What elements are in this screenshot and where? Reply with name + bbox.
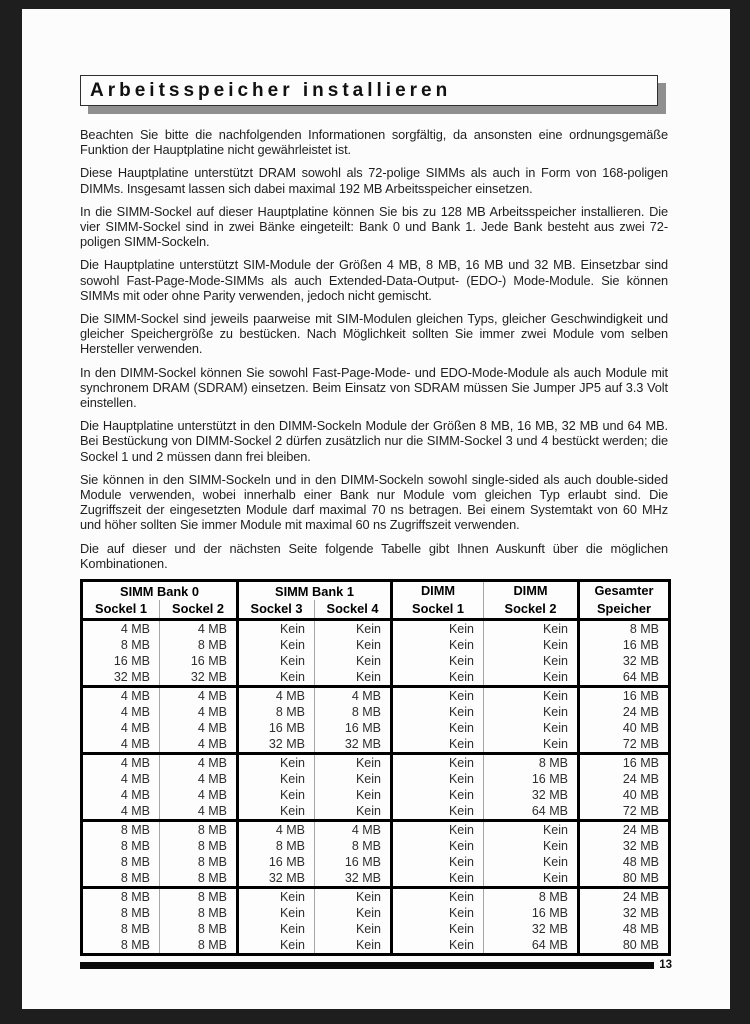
column-header-gesamter-speicher: [579, 581, 670, 620]
memory-cell: Kein: [315, 787, 392, 803]
memory-cell: 32 MB: [579, 838, 670, 854]
memory-cell: Kein: [238, 937, 315, 955]
memory-cell: Kein: [484, 821, 579, 839]
memory-cell: 4 MB: [160, 736, 238, 754]
column-sublabel: Sockel 2: [504, 601, 557, 617]
table-row: [82, 736, 670, 754]
table-row: [82, 838, 670, 854]
memory-cell: 8 MB: [120, 839, 150, 854]
memory-cell: 4 MB: [160, 771, 238, 787]
memory-cell: 4 MB: [238, 687, 315, 705]
memory-cell: Kein: [315, 669, 392, 687]
column-group-simm-bank-0: SIMM Bank 0: [120, 584, 199, 600]
memory-cell: 4 MB: [120, 721, 150, 736]
memory-cell: 16 MB: [579, 637, 670, 653]
memory-cell: 4 MB: [160, 687, 238, 705]
memory-cell: 4 MB: [120, 705, 150, 720]
memory-cell: 4 MB: [82, 754, 160, 772]
table-row: [82, 669, 670, 687]
memory-cell: 8 MB: [160, 821, 238, 839]
memory-cell: 40 MB: [579, 720, 670, 736]
memory-cell: 16 MB: [484, 771, 579, 787]
memory-cell: 16 MB: [484, 905, 579, 921]
memory-cell: 32 MB: [113, 670, 150, 685]
table-row: [82, 754, 670, 772]
memory-cell: 32 MB: [484, 787, 579, 803]
memory-cell: 72 MB: [579, 736, 670, 754]
memory-cell: 8 MB: [160, 921, 238, 937]
table-row: [82, 787, 670, 803]
table-row: [82, 687, 670, 705]
memory-cell: Kein: [392, 736, 484, 754]
memory-cell: Kein: [392, 771, 484, 787]
paragraph: In die SIMM-Sockel auf dieser Hauptplatine können Sie bis zu 128 MB Arbeitsspeicher installieren. Die vier SIMM-Sockel sind in zwei Bänke eingeteilt: Bank 0 und Bank 1. Jede Bank besteht aus zwei 72-poligen SIMM-Sockeln.: [80, 203, 668, 250]
memory-cell: Kein: [315, 921, 392, 937]
memory-cell: Kein: [392, 620, 484, 638]
memory-cell: 4 MB: [82, 687, 160, 705]
memory-cell: 8 MB: [160, 888, 238, 906]
memory-cell: Kein: [238, 787, 315, 803]
table-row: [82, 905, 670, 921]
memory-cell: Kein: [484, 687, 579, 705]
memory-cell: 4 MB: [160, 787, 238, 803]
memory-cell: 4 MB: [160, 803, 238, 821]
memory-cell: Kein: [315, 888, 392, 906]
memory-cell: 64 MB: [484, 803, 579, 821]
memory-cell: Kein: [392, 870, 484, 888]
memory-cell: 8 MB: [120, 871, 150, 886]
memory-cell: Kein: [315, 653, 392, 669]
memory-cell: Kein: [238, 620, 315, 638]
memory-cell: Kein: [392, 888, 484, 906]
memory-cell: Kein: [315, 937, 392, 955]
memory-cell: Kein: [315, 771, 392, 787]
table-body: [82, 620, 670, 955]
column-header-sockel-1: Sockel 1: [82, 600, 160, 620]
memory-cell: Kein: [392, 905, 484, 921]
memory-cell: Kein: [392, 821, 484, 839]
column-header-dimm-sockel-2: [484, 581, 579, 620]
column-label: DIMM: [513, 583, 548, 599]
page-title: Arbeitsspeicher installieren: [90, 80, 452, 101]
memory-cell: 8 MB: [484, 888, 579, 906]
memory-cell: Kein: [484, 704, 579, 720]
memory-cell: 32 MB: [315, 870, 392, 888]
section-title-box: [80, 75, 658, 106]
memory-cell: 24 MB: [579, 704, 670, 720]
footer-rule: [80, 962, 654, 969]
memory-cell: 16 MB: [160, 653, 238, 669]
column-label: Gesamter: [594, 583, 654, 599]
paragraph: In den DIMM-Sockel können Sie sowohl Fast-Page-Mode- und EDO-Mode-Module als auch Module mit synchronem DRAM (SDRAM) einsetzen. Beim Einsatz von SDRAM müssen Sie Jumper JP5 auf 3.3 Volt einstellen.: [80, 364, 668, 411]
memory-cell: 8 MB: [160, 905, 238, 921]
memory-cell: 16 MB: [113, 654, 150, 669]
memory-cell: 32 MB: [579, 905, 670, 921]
table-row: [82, 854, 670, 870]
memory-cell: 8 MB: [160, 838, 238, 854]
memory-cell: 32 MB: [160, 669, 238, 687]
memory-cell: 8 MB: [120, 906, 150, 921]
table-row: [82, 870, 670, 888]
memory-cell: Kein: [238, 771, 315, 787]
paragraph: Die Hauptplatine unterstützt in den DIMM-Sockeln Module der Größen 8 MB, 16 MB, 32 MB und 64 MB. Bei Bestückung von DIMM-Sockel 2 dürfen zusätzlich nur die SIMM-Sockel 3 und 4 bestückt werden; die Sockel 1 und 2 müssen dann frei bleiben.: [80, 418, 668, 464]
memory-cell: 24 MB: [579, 821, 670, 839]
memory-cell: 8 MB: [120, 855, 150, 870]
memory-cell: 64 MB: [484, 937, 579, 955]
memory-cell: Kein: [392, 921, 484, 937]
memory-cell: Kein: [238, 921, 315, 937]
table-row: [82, 921, 670, 937]
memory-cell: 32 MB: [579, 653, 670, 669]
memory-cell: Kein: [238, 637, 315, 653]
memory-cell: 32 MB: [238, 870, 315, 888]
memory-cell: 8 MB: [160, 637, 238, 653]
table-row: [82, 888, 670, 906]
memory-cell: 4 MB: [160, 754, 238, 772]
memory-cell: 8 MB: [160, 937, 238, 955]
column-header-sockel-2: Sockel 2: [160, 600, 238, 620]
memory-cell: 8 MB: [120, 922, 150, 937]
memory-cell: 16 MB: [238, 854, 315, 870]
memory-cell: Kein: [484, 620, 579, 638]
column-group-simm-bank-1: SIMM Bank 1: [238, 581, 392, 600]
memory-cell: 64 MB: [579, 669, 670, 687]
memory-cell: Kein: [238, 888, 315, 906]
memory-cell: Kein: [392, 838, 484, 854]
memory-cell: Kein: [315, 803, 392, 821]
manual-page: [22, 9, 730, 1009]
memory-cell: 80 MB: [579, 937, 670, 955]
page-footer: [80, 960, 672, 971]
memory-cell: Kein: [392, 669, 484, 687]
memory-cell: 48 MB: [579, 854, 670, 870]
table-header: [82, 581, 670, 620]
table-row: [82, 937, 670, 955]
memory-cell: 8 MB: [484, 754, 579, 772]
memory-cell: Kein: [392, 653, 484, 669]
memory-cell: 4 MB: [160, 704, 238, 720]
memory-cell: 16 MB: [238, 720, 315, 736]
column-header-dimm-sockel-1: [392, 581, 484, 620]
memory-cell: Kein: [484, 870, 579, 888]
column-header-sockel-4: Sockel 4: [315, 600, 392, 620]
paragraph: Die Hauptplatine unterstützt SIM-Module der Größen 4 MB, 8 MB, 16 MB und 32 MB. Einsetzbar sind sowohl Fast-Page-Mode-SIMMs als auch Extended-Data-Output- (EDO-) Mode-Module. Sie können SIMMs mit oder ohne Parity verwenden, jedoch nicht gemischt.: [80, 257, 668, 303]
memory-cell: 8 MB: [120, 638, 150, 653]
memory-cell: 32 MB: [238, 736, 315, 754]
memory-cell: Kein: [484, 838, 579, 854]
paragraph: Die SIMM-Sockel sind jeweils paarweise mit SIM-Modulen gleichen Typs, gleicher Geschwindigkeit und gleicher Speichergröße zu bestücken. Nach Möglichkeit sollten Sie immer zwei Module vom selben Hersteller verwenden.: [80, 311, 668, 357]
memory-cell: 8 MB: [82, 821, 160, 839]
table-row: [82, 620, 670, 638]
paragraph: Die auf dieser und der nächsten Seite folgende Tabelle gibt Ihnen Auskunft über die möglichen Kombinationen.: [80, 540, 668, 571]
memory-cell: 16 MB: [315, 854, 392, 870]
memory-cell: Kein: [238, 754, 315, 772]
memory-cell: 8 MB: [120, 938, 150, 953]
table-row: [82, 720, 670, 736]
column-header-sockel-3: Sockel 3: [238, 600, 315, 620]
page-number: 13: [659, 959, 672, 972]
memory-cell: 16 MB: [579, 754, 670, 772]
table-row: [82, 637, 670, 653]
memory-cell: 4 MB: [120, 772, 150, 787]
memory-cell: Kein: [392, 704, 484, 720]
memory-cell: Kein: [484, 669, 579, 687]
memory-cell: Kein: [392, 937, 484, 955]
memory-cell: Kein: [484, 854, 579, 870]
memory-cell: 8 MB: [160, 854, 238, 870]
memory-cell: 8 MB: [315, 704, 392, 720]
table-row: [82, 771, 670, 787]
memory-cell: 8 MB: [82, 888, 160, 906]
memory-cell: 72 MB: [579, 803, 670, 821]
memory-cell: Kein: [392, 803, 484, 821]
memory-cell: Kein: [238, 669, 315, 687]
memory-cell: 80 MB: [579, 870, 670, 888]
memory-combinations-table: [80, 579, 671, 956]
memory-cell: 24 MB: [579, 771, 670, 787]
memory-cell: 48 MB: [579, 921, 670, 937]
memory-cell: Kein: [315, 620, 392, 638]
memory-cell: Kein: [238, 803, 315, 821]
memory-cell: Kein: [392, 754, 484, 772]
paragraph: Sie können in den SIMM-Sockeln und in den DIMM-Sockeln sowohl single-sided als auch double-sided Module verwenden, wobei innerhalb einer Bank nur Module vom gleichen Typ erlaubt sind. Die Zugriffszeit der eingesetzten Module darf maximal 70 ns betragen. Bei einem Systemtakt von 60 MHz und höher sollten Sie immer Module mit maximal 60 ns Zugriffszeit verwenden.: [80, 471, 668, 533]
body-text: [80, 127, 668, 571]
memory-cell: 16 MB: [315, 720, 392, 736]
memory-cell: 4 MB: [160, 620, 238, 638]
paragraph: Beachten Sie bitte die nachfolgenden Informationen sorgfältig, da ansonsten eine ordnungsgemäße Funktion der Hauptplatine nicht gewährleistet ist.: [80, 127, 668, 158]
memory-cell: 8 MB: [160, 870, 238, 888]
memory-cell: 4 MB: [120, 804, 150, 819]
memory-cell: Kein: [392, 687, 484, 705]
paragraph: Diese Hauptplatine unterstützt DRAM sowohl als 72-polige SIMMs als auch in Form von 168-poligen DIMMs. Insgesamt lassen sich dabei maximal 192 MB Arbeitsspeicher einsetzen.: [80, 165, 668, 196]
memory-cell: Kein: [484, 736, 579, 754]
memory-cell: 32 MB: [315, 736, 392, 754]
column-sublabel: Sockel 1: [412, 601, 464, 617]
memory-cell: Kein: [392, 854, 484, 870]
memory-cell: Kein: [484, 720, 579, 736]
memory-cell: Kein: [315, 905, 392, 921]
table-row: [82, 653, 670, 669]
memory-cell: Kein: [315, 754, 392, 772]
table-row: [82, 821, 670, 839]
table-row: [82, 803, 670, 821]
memory-cell: Kein: [392, 720, 484, 736]
memory-cell: 8 MB: [315, 838, 392, 854]
memory-cell: 4 MB: [315, 687, 392, 705]
memory-cell: 4 MB: [315, 821, 392, 839]
table-row: [82, 704, 670, 720]
memory-cell: 40 MB: [579, 787, 670, 803]
column-label: DIMM: [420, 583, 456, 599]
memory-cell: Kein: [484, 637, 579, 653]
memory-cell: 4 MB: [120, 737, 150, 752]
memory-cell: 16 MB: [579, 687, 670, 705]
memory-cell: Kein: [392, 637, 484, 653]
memory-cell: 8 MB: [238, 838, 315, 854]
memory-cell: 24 MB: [579, 888, 670, 906]
memory-cell: 4 MB: [238, 821, 315, 839]
memory-cell: 8 MB: [579, 620, 670, 638]
memory-cell: 32 MB: [484, 921, 579, 937]
memory-cell: 4 MB: [160, 720, 238, 736]
memory-cell: Kein: [484, 653, 579, 669]
memory-cell: 8 MB: [238, 704, 315, 720]
memory-cell: Kein: [238, 905, 315, 921]
memory-cell: Kein: [392, 787, 484, 803]
memory-cell: Kein: [238, 653, 315, 669]
column-sublabel: Speicher: [596, 601, 652, 617]
memory-cell: 4 MB: [120, 788, 150, 803]
memory-cell: Kein: [315, 637, 392, 653]
memory-cell: 4 MB: [120, 622, 150, 637]
